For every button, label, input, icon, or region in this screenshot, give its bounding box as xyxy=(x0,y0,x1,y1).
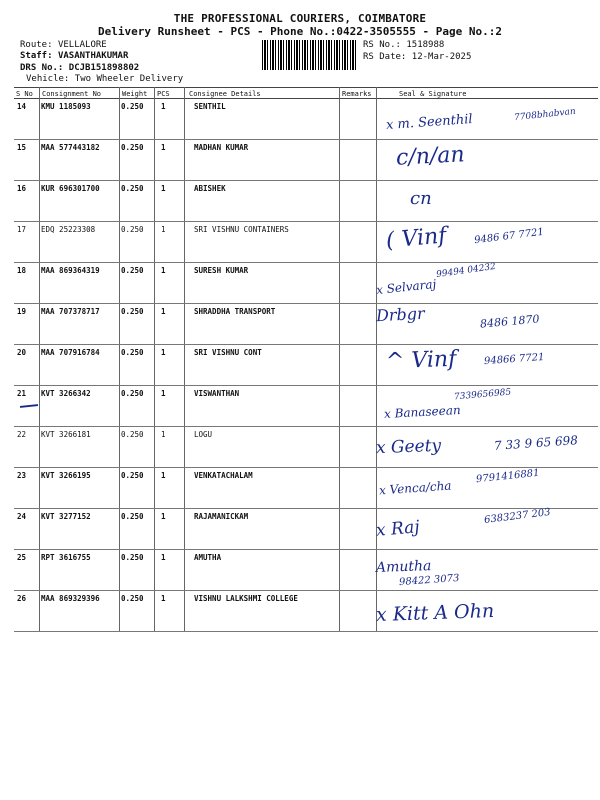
handwritten-phone: 7339656985 xyxy=(453,387,512,403)
column-header-pcs: PCS xyxy=(157,90,170,98)
handwritten-signature: x Geety xyxy=(375,435,442,459)
consignment-number: KVT 3277152 xyxy=(41,512,91,521)
weight: 0.250 xyxy=(121,471,144,480)
consignment-number: MAA 707916784 xyxy=(41,348,100,357)
weight: 0.250 xyxy=(121,348,144,357)
pieces: 1 xyxy=(161,512,166,521)
table-row xyxy=(14,385,598,426)
table-row xyxy=(14,180,598,221)
table-row xyxy=(14,508,598,549)
consignee-name: RAJAMANICKAM xyxy=(194,512,249,521)
consignee-name: VISWANTHAN xyxy=(194,389,240,398)
serial-number: 17 xyxy=(17,225,27,234)
rs-date-value: 12-Mar-2025 xyxy=(411,52,472,62)
handwritten-phone: 94866 7721 xyxy=(483,351,545,368)
handwritten-signature: cn xyxy=(410,188,432,209)
table-row xyxy=(14,549,598,590)
table-row xyxy=(14,426,598,467)
pieces: 1 xyxy=(161,184,166,193)
handwritten-phone: 9486 67 7721 xyxy=(473,226,545,247)
pieces: 1 xyxy=(161,471,166,480)
weight: 0.250 xyxy=(121,266,144,275)
consignment-number: RPT 3616755 xyxy=(41,553,91,562)
staff-line xyxy=(20,51,128,61)
handwritten-phone: 6383237 203 xyxy=(483,506,552,527)
consignment-number: MAA 707378717 xyxy=(41,307,100,316)
column-header-consignee: Consignee Details xyxy=(189,90,261,98)
drs-value: DCJB151898802 xyxy=(68,63,140,73)
column-header-sno: S No xyxy=(16,90,33,98)
rs-date-line xyxy=(363,52,471,62)
handwritten-signature: x Venca/cha xyxy=(378,478,452,498)
serial-number: 25 xyxy=(17,553,27,562)
serial-number: 21 xyxy=(17,389,27,398)
table-row xyxy=(14,262,598,303)
table-row xyxy=(14,98,598,139)
staff-label: Staff: xyxy=(20,51,53,61)
rs-no-value: 1518988 xyxy=(406,40,445,50)
consignment-number: KUR 696301700 xyxy=(41,184,100,193)
pieces: 1 xyxy=(161,102,166,111)
table-row xyxy=(14,303,598,344)
weight: 0.250 xyxy=(121,102,144,111)
handwritten-signature: x Kitt A Ohn xyxy=(375,599,495,627)
consignee-name: VENKATACHALAM xyxy=(194,471,253,480)
row-divider xyxy=(14,631,598,632)
consignee-name: SHRADDHA TRANSPORT xyxy=(194,307,276,316)
handwritten-signature: ( Vinf xyxy=(385,223,448,254)
vehicle-line xyxy=(26,74,183,84)
handwritten-signature: x Raj xyxy=(375,517,421,541)
column-header-consignment: Consignment No xyxy=(42,90,102,98)
handwritten-phone: 99494 04232 xyxy=(435,261,497,281)
weight: 0.250 xyxy=(121,553,144,562)
handwritten-signature: x Selvaraj xyxy=(375,276,437,298)
table-row xyxy=(14,221,598,262)
serial-number: 18 xyxy=(17,266,27,275)
pieces: 1 xyxy=(161,348,166,357)
weight: 0.250 xyxy=(121,307,144,316)
consignee-name: SENTHIL xyxy=(194,102,226,111)
consignment-number: KMU 1185093 xyxy=(41,102,91,111)
handwritten-signature: Drbgr xyxy=(375,303,426,326)
handwritten-phone: 9791416881 xyxy=(475,467,541,486)
pieces: 1 xyxy=(161,430,166,439)
consignee-name: MADHAN KUMAR xyxy=(194,143,249,152)
consignment-number: KVT 3266195 xyxy=(41,471,91,480)
vehicle-label: Vehicle: xyxy=(26,74,70,84)
consignment-number: KVT 3266181 xyxy=(41,430,91,439)
pieces: 1 xyxy=(161,389,166,398)
handwritten-signature: ^ Vinf xyxy=(385,346,457,375)
table-row xyxy=(14,467,598,508)
weight: 0.250 xyxy=(121,225,144,234)
handwritten-phone: 7 33 9 65 698 xyxy=(493,433,579,453)
consignee-name: ABISHEK xyxy=(194,184,226,193)
serial-number: 26 xyxy=(17,594,27,603)
handwritten-signature: Amutha xyxy=(375,558,432,576)
weight: 0.250 xyxy=(121,512,144,521)
consignment-number: KVT 3266342 xyxy=(41,389,91,398)
barcode xyxy=(262,40,358,70)
handwritten-phone: 7708bhabvan xyxy=(513,106,577,124)
table-row xyxy=(14,590,598,631)
weight: 0.250 xyxy=(121,430,144,439)
handwritten-signature: x Banaseean xyxy=(383,403,462,421)
handwritten-signature: x m. Seenthil xyxy=(385,111,474,134)
rs-no-line xyxy=(363,40,444,50)
staff-value: VASANTHAKUMAR xyxy=(57,51,129,61)
serial-number: 19 xyxy=(17,307,27,316)
serial-number: 20 xyxy=(17,348,27,357)
serial-number: 14 xyxy=(17,102,27,111)
column-header-weight: Weight xyxy=(122,90,148,98)
consignment-number: EDQ 25223308 xyxy=(41,225,96,234)
handwritten-signature: c/n/an xyxy=(395,142,466,171)
consignee-name: SRI VISHNU CONTAINERS xyxy=(194,225,289,234)
pieces: 1 xyxy=(161,266,166,275)
consignment-number: MAA 869329396 xyxy=(41,594,100,603)
column-header-remarks: Remarks xyxy=(342,90,372,98)
vehicle-value: Two Wheeler Delivery xyxy=(74,74,184,84)
pieces: 1 xyxy=(161,307,166,316)
route-label: Route: xyxy=(20,40,53,50)
company-name: THE PROFESSIONAL COURIERS, COIMBATORE xyxy=(173,12,427,25)
weight: 0.250 xyxy=(121,594,144,603)
consignee-name: LOGU xyxy=(194,430,213,439)
weight: 0.250 xyxy=(121,143,144,152)
serial-number: 16 xyxy=(17,184,27,193)
runsheet-title: Delivery Runsheet - PCS - Phone No.:0422-3505555 - Page No.:2 xyxy=(98,25,502,38)
consignment-number: MAA 869364319 xyxy=(41,266,100,275)
runsheet-table xyxy=(14,87,598,632)
handwritten-phone: 8486 1870 xyxy=(479,312,540,331)
consignee-name: SRI VISHNU CONT xyxy=(194,348,262,357)
table-top-border xyxy=(14,87,598,88)
consignee-name: AMUTHA xyxy=(194,553,222,562)
handwritten-phone: 98422 3073 xyxy=(398,572,460,589)
weight: 0.250 xyxy=(121,389,144,398)
consignee-name: SURESH KUMAR xyxy=(194,266,249,275)
pieces: 1 xyxy=(161,594,166,603)
route-line xyxy=(20,40,107,50)
drs-label: DRS No.: xyxy=(20,63,64,73)
serial-number: 22 xyxy=(17,430,27,439)
serial-number: 24 xyxy=(17,512,27,521)
rs-no-label: RS No.: xyxy=(363,40,401,50)
pieces: 1 xyxy=(161,225,166,234)
route-value: VELLALORE xyxy=(57,40,107,50)
consignment-number: MAA 577443182 xyxy=(41,143,100,152)
drs-line xyxy=(20,63,139,73)
serial-number: 23 xyxy=(17,471,27,480)
pieces: 1 xyxy=(161,143,166,152)
table-row xyxy=(14,139,598,180)
serial-number: 15 xyxy=(17,143,27,152)
rs-date-label: RS Date: xyxy=(363,52,407,62)
pieces: 1 xyxy=(161,553,166,562)
weight: 0.250 xyxy=(121,184,144,193)
column-header-signature: Seal & Signature xyxy=(399,90,467,98)
table-row xyxy=(14,344,598,385)
consignee-name: VISHNU LALKSHMI COLLEGE xyxy=(194,594,298,603)
